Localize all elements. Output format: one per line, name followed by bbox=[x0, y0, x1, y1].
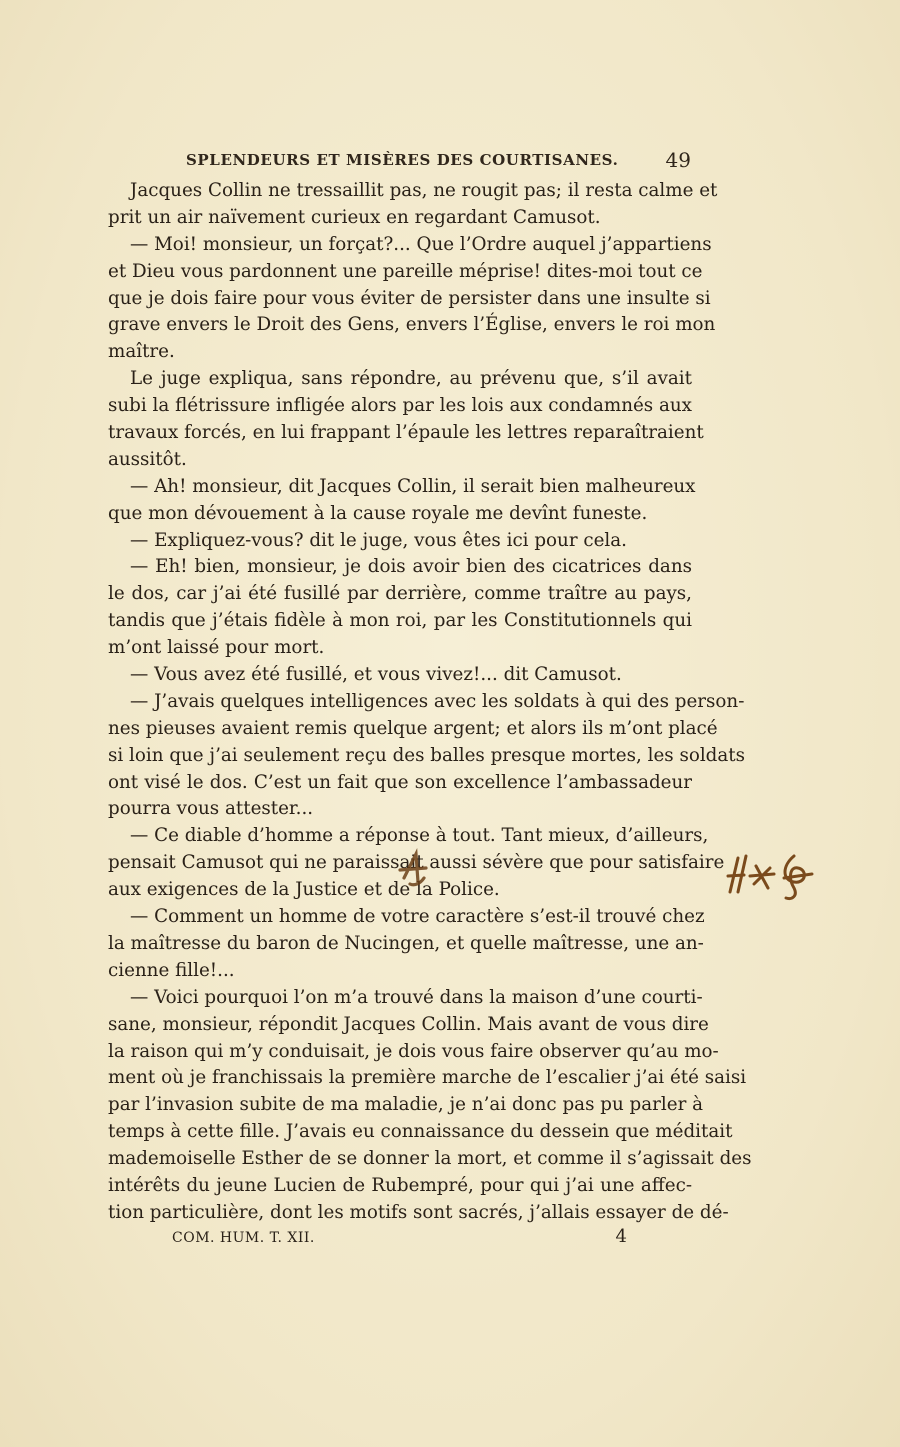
text-line: — Expliquez-vous? dit le juge, vous êtes ici pour cela. bbox=[130, 529, 627, 551]
text-line: — Ce diable d’homme a réponse à tout. Tant mieux, d’ailleurs, bbox=[130, 825, 709, 847]
signature-line: COM. HUM. T. XII. bbox=[172, 1230, 315, 1246]
text-line: tandis que j’étais fidèle à mon roi, par les Constitutionnels qui bbox=[108, 610, 692, 632]
text-line: aux exigences de la Justice et de la Police. bbox=[108, 879, 500, 901]
text-line: — Moi! monsieur, un forçat?... Que l’Ordre auquel j’appartiens bbox=[130, 233, 712, 255]
text-line: m’ont laissé pour mort. bbox=[108, 637, 325, 659]
text-line: que mon dévouement à la cause royale me devînt funeste. bbox=[108, 502, 648, 524]
text-line: grave envers le Droit des Gens, envers l’Église, envers le roi mon bbox=[108, 314, 716, 336]
text-line: — Comment un homme de votre caractère s’est-il trouvé chez bbox=[130, 906, 705, 928]
page-number: 49 bbox=[665, 148, 691, 172]
text-line: si loin que j’ai seulement reçu des balles presque mortes, les soldats bbox=[108, 744, 746, 766]
text-line: que je dois faire pour vous éviter de persister dans une insulte si bbox=[108, 287, 711, 309]
text-line: pensait Camusot qui ne paraissait aussi sévère que pour satisfaire bbox=[108, 852, 725, 874]
running-title: SPLENDEURS ET MISÈRES DES COURTISANES. bbox=[186, 151, 619, 169]
signature-mark: 4 bbox=[615, 1226, 627, 1247]
text-line: Jacques Collin ne tressaillit pas, ne rougit pas; il resta calme et bbox=[130, 180, 718, 201]
text-line: maître. bbox=[108, 341, 175, 363]
text-line: sane, monsieur, répondit Jacques Collin. Mais avant de vous dire bbox=[108, 1013, 709, 1035]
text-line: — Vous avez été fusillé, et vous vivez!... dit Camusot. bbox=[130, 664, 622, 686]
text-line: mademoiselle Esther de se donner la mort, et comme il s’agissait des bbox=[108, 1148, 752, 1170]
text-line: intérêts du jeune Lucien de Rubempré, pour qui j’ai une affec- bbox=[108, 1174, 692, 1196]
text-line: la maîtresse du baron de Nucingen, et quelle maîtresse, une an- bbox=[108, 932, 704, 954]
text-line: tion particulière, dont les motifs sont sacrés, j’allais essayer de dé- bbox=[108, 1201, 729, 1223]
footer bbox=[172, 1226, 627, 1250]
text-line: travaux forcés, en lui frappant l’épaule les lettres reparaîtraient bbox=[108, 422, 704, 444]
text-line: cienne fille!... bbox=[108, 959, 235, 981]
text-line: ment où je franchissais la première marche de l’escalier j’ai été saisi bbox=[108, 1067, 747, 1089]
body-text bbox=[108, 178, 752, 1227]
text-line: ont visé le dos. C’est un fait que son excellence l’ambassadeur bbox=[108, 771, 692, 793]
text-line: temps à cette fille. J’avais eu connaissance du dessein que méditait bbox=[108, 1121, 733, 1143]
text-line: nes pieuses avaient remis quelque argent; et alors ils m’ont placé bbox=[108, 717, 718, 739]
text-line: par l’invasion subite de ma maladie, je n’ai donc pas pu parler à bbox=[108, 1094, 704, 1116]
text-line: et Dieu vous pardonnent une pareille méprise! dites-moi tout ce bbox=[108, 260, 703, 282]
text-line: subi la flétrissure infligée alors par les lois aux condamnés aux bbox=[108, 395, 692, 417]
text-line: la raison qui m’y conduisait, je dois vous faire observer qu’au mo- bbox=[108, 1040, 719, 1062]
text-line: le dos, car j’ai été fusillé par derrière, comme traître au pays, bbox=[108, 583, 692, 605]
text-line: aussitôt. bbox=[108, 448, 187, 470]
handwritten-marginal-note-icon bbox=[724, 848, 816, 904]
handwritten-ink-mark-icon bbox=[396, 848, 432, 890]
text-line: — Voici pourquoi l’on m’a trouvé dans la maison d’une courti- bbox=[130, 986, 703, 1008]
running-head bbox=[186, 148, 691, 174]
text-line: — Ah! monsieur, dit Jacques Collin, il serait bien malheureux bbox=[130, 475, 696, 497]
text-line: — J’avais quelques intelligences avec les soldats à qui des person- bbox=[130, 690, 745, 712]
text-line: prit un air naïvement curieux en regardant Camusot. bbox=[108, 206, 601, 228]
text-line: Le juge expliqua, sans répondre, au prévenu que, s’il avait bbox=[130, 368, 692, 390]
text-line: pourra vous attester... bbox=[108, 798, 314, 820]
text-line: — Eh! bien, monsieur, je dois avoir bien des cicatrices dans bbox=[130, 556, 692, 578]
